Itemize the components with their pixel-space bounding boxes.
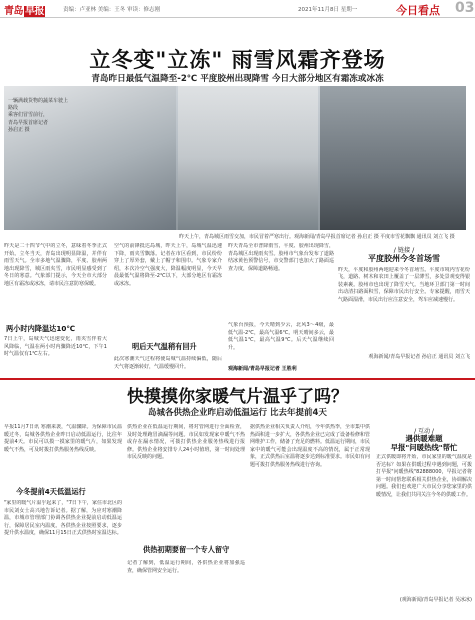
story2-side-box <box>376 426 472 616</box>
story1-col2-heading: 明后天气温稍有回升 <box>128 340 201 354</box>
side-box-title: 平度胶州今冬首场雪 <box>368 254 440 263</box>
newspaper-logo <box>4 2 45 17</box>
story2-col3-text: 据供热企业相关负责人介绍，今年供热季，全市集中供热面积进一步扩大，各供热企业已完成了设备检修和管网维护工作，储备了充足的燃料。低温运行期间，市民家中的暖气可能会出现温度不高的情况，属于正常现象，正式供热后室温将逐步达到标准要求。市民如有问题可拨打供热服务热线进行咨询。 <box>250 424 370 468</box>
side-box-credit: 观海新闻/青岛早报记者 孙启正 通讯员 刘立飞 <box>368 354 470 360</box>
section-title: 今日看点 <box>396 4 440 17</box>
side-box-title: 遇供暖难题 早报"问暖热线"帮忙 <box>390 434 458 452</box>
story1-col1-heading: 两小时内降温达10℃ <box>6 324 76 333</box>
story2-col1-text: 早报11月7日讯 寒潮来袭，气温骤降。为保障市民温暖过冬，岛城各供热企业昨日启动低温运行，比往年提前4天。市民可以摸一摸家里的暖气片，如果发现暖气不热，可及时拨打供热服务热线反映。 <box>4 424 122 453</box>
main-subheadline: 青岛昨日最低气温降至-2℃ 平度胶州出现降雪 今日大部分地区有霜冻或冰冻 <box>91 74 384 84</box>
photo-credit-side: 平度市雪花飘飘 通讯员 刘立飞 摄 <box>380 234 455 240</box>
story2-col1-heading: 今冬提前4天低温运行 <box>16 487 86 496</box>
story2-col2-text: 供热企业在低温运行期间，将对管网进行全面检查，及时处理跑冒滴漏等问题。市民如发现家中暖气不热或存在漏水情况，可拨打供热企业服务热线进行报修。供热企业将安排专人24小时值班，第一时间处理市民反映的问题。 <box>127 424 245 461</box>
photo-credit-main: 昨天上午，青岛城区雨雪交加，市民冒着严寒出行。观海新闻/青岛早报首席记者 孙启正 摄 <box>179 234 379 240</box>
second-headline: 快摸摸你家暖气片温乎了吗？ <box>127 387 348 407</box>
second-subheadline: 岛城各供热企业昨启动低温运行 比去年提前4天 <box>148 408 327 418</box>
side-box-text: 昨天，平度和胶州两地迎来今冬首场雪。平度市境内雪花纷飞，道路、树木和农田上覆盖了一层薄雪，多处景观变得银装素裹。胶州市也出现了降雪天气。当地环卫部门第一时间出动清扫路面积雪，保障市民出行安全。专家提醒，雨雪天气路面湿滑，市民出行应注意安全，驾车应减速慢行。 <box>338 267 470 303</box>
caption-line: 孙启正 摄 <box>8 126 30 133</box>
logo-tag: 早报 <box>25 6 44 17</box>
side-box-label: / 互动 / <box>414 428 434 435</box>
story1-col2-text2: 此次寒潮天气过程将使岛城气温持续偏低，随后天气将逐渐转好，气温缓慢回升。 <box>114 356 222 378</box>
story1-col1-text: 昨天是二十四节气中的立冬，意味着冬季正式开始。立冬当天，青岛出现明显降温，并伴有雨雪天气。全市多地气温骤降，平度、胶州两地出现降雪，城区雨夹雪，市民明显感受到了冬日的寒意。气象部门提示，今天全市大部分地区有霜冻或冰冻，请市民注意防寒保暖。 <box>4 243 107 287</box>
caption-line: 一辆满载货物的蔬菜车驶上路段 <box>8 98 69 112</box>
editors-line: 责编：卢亚林 美编：王冬 审读：修志刚 <box>63 7 160 13</box>
caption-line: 乘客们冒雪前行， <box>8 112 49 119</box>
logo-text: 青岛 <box>4 6 23 17</box>
story1-col3-credit: 观海新闻/青岛早报记者 王胜利 <box>228 366 297 372</box>
caption-line: 青岛早报首席记者 <box>8 119 49 126</box>
story1-col2-para1: 空气的前锋抵达岛城，昨天上午，岛城气温迅速下降，雨夹雪飘落。记者在市区看到，市民纷纷穿上了厚外套，戴上了帽子和围巾。气象专家介绍，本次冷空气强度大，降温幅度明显，今天早晨最低气温将降至-2℃以下，大部分地区有霜冻或冰冻。 <box>114 243 222 287</box>
photo-car-windshield <box>320 86 466 230</box>
page-number: 03 <box>455 0 475 16</box>
story1-col3-text: 昨天青岛全市普降雨雪，平度、胶州出现降雪，青岛城区出现雨夹雪。胶州市气象台发布了道路结冰黄色预警信号，市交警部门也加大了路面巡查力度，保障道路畅通。 <box>228 243 334 272</box>
story2-col2-text2: 记者了解到，低温运行期间，各供热企业将加强巡查，确保管网安全运行。 <box>127 560 245 574</box>
side-box-text: 正式供暖即将开始，市民家里的暖气温度是否达标？如果在供暖过程中遇到问题，可拨打早报"问暖热线"82888000，早报记者将第一时间帮您联系相关供热企业，协调解决问题。我们也欢迎广大市民分享您家里的供暖情况，让我们共同关注今冬的供暖工作。 <box>376 454 472 498</box>
page-header <box>0 0 475 18</box>
hero-photo-strip <box>4 86 466 230</box>
story2-col2-heading: 供热初期要留一个专人留守 <box>143 545 230 554</box>
story2-col1-text2: "家里的暖气片温乎起来了，"7日下午，家住市北区的市民刘女士高兴地告诉记者。据了解，为应对寒潮降温，市城市管理部门协调各供热企业提前启动低温运行，保障居民室内温度。各供热企业按照要求，逐步提升供水温度，确保11月15日正式供热时室温达标。 <box>4 500 122 537</box>
story1-col1-text2: 7日上午，岛城天气迅速变化，雨夹雪伴着大风降临，气温在两小时内骤降近10℃，下午1时气温仅有1℃左右。 <box>4 336 107 358</box>
story1-col3-text2: 气象台预报，今天晴到少云，北风3～4级，最低气温-2℃，最高气温6℃。明天晴间多云，最低气温1℃，最高气温9℃。后天气温继续回升。 <box>228 322 334 351</box>
photo-snowy-trees <box>178 86 318 230</box>
hero-inline-caption <box>8 98 68 134</box>
side-box-label: / 链接 / <box>393 247 415 254</box>
story1-side-box <box>338 245 470 375</box>
issue-date: 2021年11月8日 星期一 <box>298 7 358 13</box>
section-divider <box>0 378 475 380</box>
side-box-credit: (观海新闻/青岛早报记者 吴冰冰) <box>399 597 472 603</box>
main-headline: 立冬变"立冻" 雨雪风霜齐登场 <box>89 48 386 72</box>
